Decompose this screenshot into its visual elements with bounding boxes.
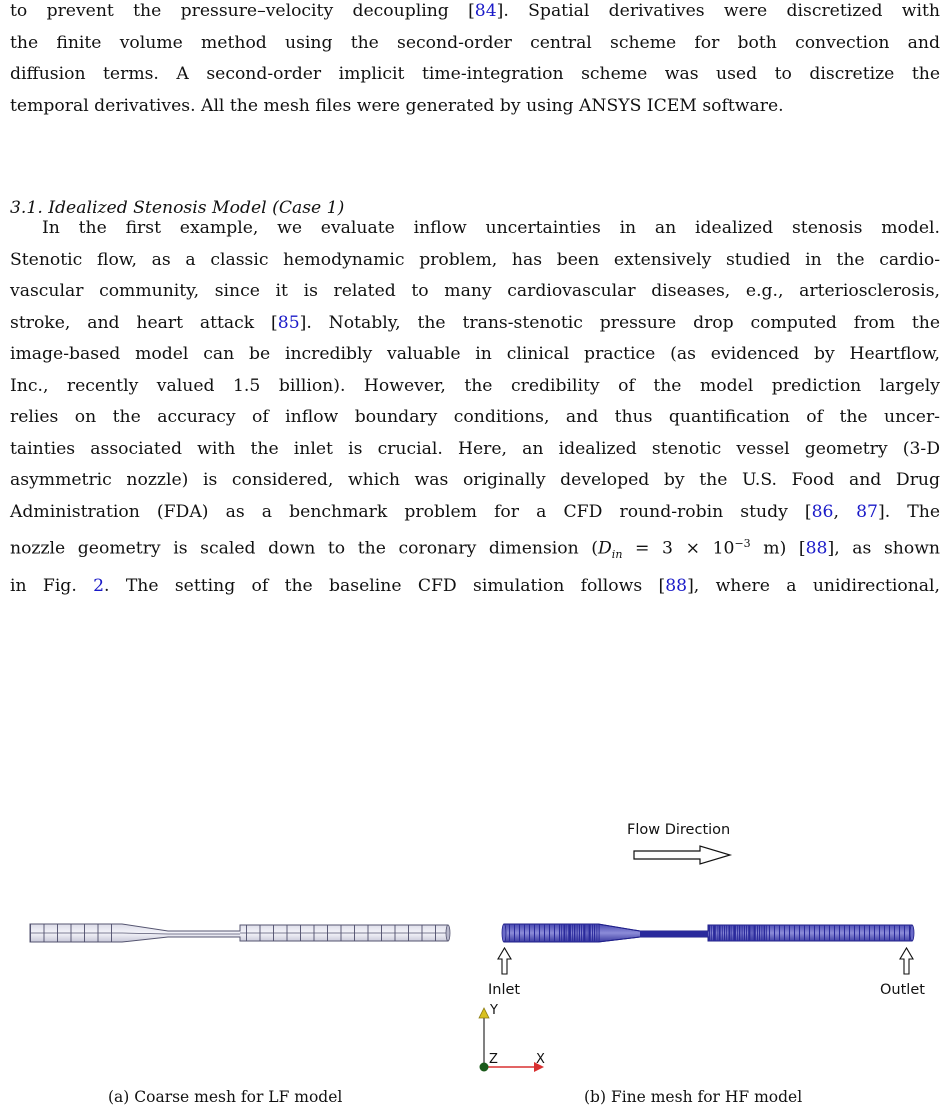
text-line: diffusion terms. A second-order implicit time-integration scheme was used to discretize the — [10, 64, 940, 84]
citation-link[interactable]: 88 — [805, 538, 828, 559]
text-line: nozzle geometry is scaled down to the coronary dimension ($D_{in} = 3 \times 10^{-3}$ m) [88], as shown — [10, 537, 940, 562]
citation-link[interactable]: 87 — [856, 501, 878, 522]
flow-direction-arrow — [634, 846, 730, 864]
inlet-label: Inlet — [488, 982, 521, 998]
flow-direction-label: Flow Direction — [627, 822, 731, 838]
caption-a: (a) Coarse mesh for LF model — [108, 1088, 343, 1106]
text-line: image-based model can be incredibly valuable in clinical practice (as evidenced by Heartflow, — [10, 344, 940, 364]
section-heading: 3.1. Idealized Stenosis Model (Case 1) — [10, 198, 345, 218]
axis-y-label: Y — [490, 1003, 498, 1018]
outlet-label: Outlet — [880, 982, 925, 998]
math-subscript: in — [611, 548, 623, 562]
outlet-arrow — [900, 948, 913, 974]
text-line: relies on the accuracy of inflow boundary conditions, and thus quantification of the uncer- — [10, 407, 940, 427]
text-line: the finite volume method using the second-order central scheme for both convection and — [10, 32, 940, 53]
coarse-mesh — [30, 924, 450, 942]
math-symbol: D — [598, 538, 612, 559]
text-line: tainties associated with the inlet is crucial. Here, an idealized stenotic vessel geometry (3-D — [10, 438, 940, 459]
figure-link[interactable]: 2 — [93, 575, 105, 596]
text-line: Inc., recently valued 1.5 billion). However, the credibility of the model prediction largely — [10, 375, 940, 396]
axis-z-label: Z — [489, 1052, 498, 1067]
citation-link[interactable]: 85 — [277, 312, 300, 333]
text-line: Stenotic flow, as a classic hemodynamic problem, has been extensively studied in the cardio- — [10, 249, 940, 270]
inlet-arrow — [498, 948, 511, 974]
text-line: In the first example, we evaluate inflow uncertainties in an idealized stenosis model. — [42, 218, 940, 238]
citation-link[interactable]: 84 — [474, 1, 497, 21]
text-line: asymmetric nozzle) is considered, which was originally developed by the U.S. Food and Drug — [10, 470, 940, 490]
text-line: in Fig. 2. The setting of the baseline CFD simulation follows [88], where a unidirectional, — [10, 575, 940, 596]
axis-x-label: X — [536, 1052, 545, 1067]
text-line: stroke, and heart attack [85]. Notably, the trans-stenotic pressure drop computed from the — [10, 312, 941, 333]
citation-link[interactable]: 88 — [665, 575, 688, 596]
text-line: Administration (FDA) as a benchmark problem for a CFD round-robin study [86, 87]. The — [10, 501, 940, 522]
text-line: to prevent the pressure–velocity decoupling [84]. Spatial derivatives were discretized with — [10, 1, 940, 21]
text-line: temporal derivatives. All the mesh files were generated by using ANSYS ICEM software. — [10, 95, 784, 116]
citation-link[interactable]: 86 — [811, 501, 834, 522]
caption-b: (b) Fine mesh for HF model — [584, 1088, 803, 1106]
text-line: vascular community, since it is related to many cardiovascular diseases, e.g., arteriosclerosis, — [10, 281, 940, 301]
math-exponent: −3 — [734, 537, 751, 550]
fine-mesh — [502, 924, 914, 942]
